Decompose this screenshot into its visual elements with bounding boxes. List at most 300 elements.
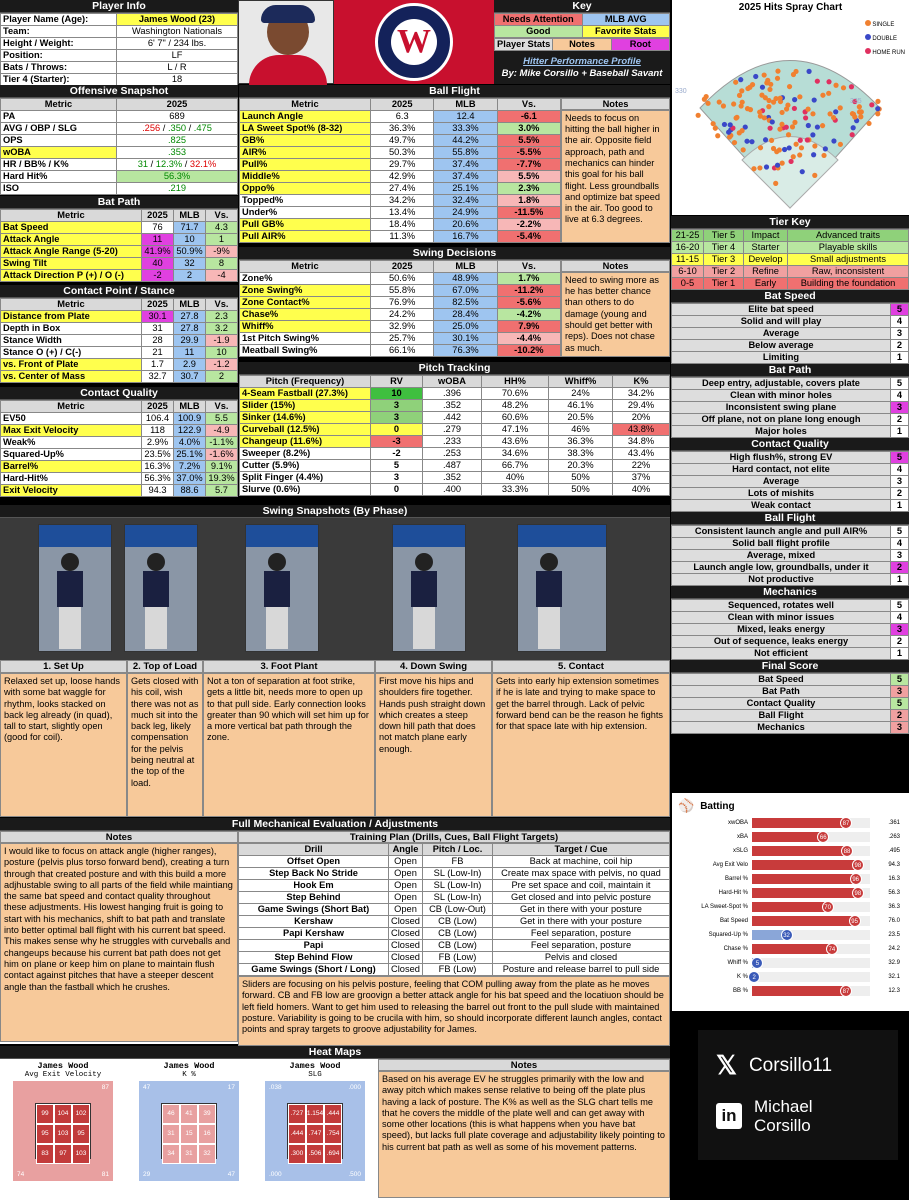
player-info-row-cell: Bats / Throws: <box>1 62 117 74</box>
contact-quality-row-cell: 7.2% <box>174 461 206 473</box>
hit-dot <box>791 154 796 159</box>
grade-row-cell: Lots of mishits <box>672 488 891 500</box>
bat-path-row-cell: 11 <box>142 234 174 246</box>
evaluation-panel <box>0 818 670 1044</box>
percentile-dot: 2 <box>748 971 760 983</box>
batting-title: Batting <box>700 800 735 812</box>
pitch-row-cell: 3 <box>371 412 423 424</box>
percentile-track <box>752 818 870 828</box>
bp-h0: Metric <box>1 210 142 222</box>
grade-row <box>672 500 909 512</box>
player-info-panel <box>0 0 238 84</box>
tier-row-cell: Develop <box>744 254 788 266</box>
ball-flight-row-cell: 20.6% <box>434 219 497 231</box>
grade-row-cell: 3 <box>891 328 909 340</box>
heatmap-outer-value: .038 <box>269 1084 282 1091</box>
hit-dot <box>731 101 736 106</box>
cp-h3: Vs. <box>206 299 238 311</box>
grade-row-cell: 5 <box>891 452 909 464</box>
phase-text: Gets closed with his coil, wish there was not as much sit into the back leg, likely compensation for the pelvis being neutral at the top of the load. <box>127 673 203 817</box>
bat-path-row-cell: -4 <box>206 270 238 282</box>
hit-dot <box>757 165 762 170</box>
batting-value: 36.3 <box>888 904 900 910</box>
profile-byline: By: Mike Corsillo + Baseball Savant <box>501 68 663 79</box>
x-handle[interactable]: Corsillo11 <box>748 1054 833 1076</box>
player-info-row <box>1 74 238 86</box>
ball-flight-row-cell: Pull AIR% <box>240 231 371 243</box>
heatmap-metric: SLG <box>308 1071 322 1079</box>
heatmap-cell: 103 <box>54 1124 72 1144</box>
heatmap-cell: .747 <box>306 1124 324 1144</box>
pitch-row-cell: 0 <box>371 484 423 496</box>
ball-flight-row-cell: 18.4% <box>371 219 434 231</box>
grade-row-cell: 3 <box>891 402 909 414</box>
offensive-row-cell: .219 <box>117 183 238 195</box>
grade-row-cell: 2 <box>891 488 909 500</box>
grade-row <box>672 414 909 426</box>
heatmap-cell: 31 <box>162 1124 180 1144</box>
ball-flight-row-cell: Oppo% <box>240 183 371 195</box>
contact-quality-row <box>1 473 238 485</box>
grade-row-cell: Below average <box>672 340 891 352</box>
hit-dot <box>811 152 816 157</box>
player-info-row-cell: Player Name (Age): <box>1 14 117 26</box>
pt-h3: HH% <box>482 376 549 388</box>
heatmap-name: James Wood <box>37 1061 89 1071</box>
grade-row <box>672 636 909 648</box>
phase-column <box>375 660 492 817</box>
grade-row-cell: 1 <box>891 574 909 586</box>
ball-flight-row-cell: Topped% <box>240 195 371 207</box>
cp-h1: 2025 <box>142 299 174 311</box>
hit-dot <box>794 142 799 147</box>
plan-row-cell: Papi Kershaw <box>239 928 389 940</box>
grade-row-cell: 2 <box>891 340 909 352</box>
plan-row <box>239 928 670 940</box>
contact-point-row-cell: vs. Center of Mass <box>1 371 142 383</box>
contact-quality-row <box>1 413 238 425</box>
tier-row-cell: 11-15 <box>672 254 704 266</box>
heatmap-grid <box>139 1081 239 1181</box>
phase-column <box>127 660 203 817</box>
cp-h2: MLB <box>174 299 206 311</box>
hit-dot <box>869 102 874 107</box>
hit-dot <box>859 109 864 114</box>
pitch-row-cell: .396 <box>423 388 482 400</box>
heatmap-cell: .300 <box>288 1144 306 1164</box>
tier-row-cell: Tier 3 <box>704 254 744 266</box>
pitch-row-cell: -3 <box>371 436 423 448</box>
plan-row <box>239 892 670 904</box>
bat-path-row-cell: 71.7 <box>174 222 206 234</box>
swing-decision-row-cell: Chase% <box>240 309 371 321</box>
ball-flight-row-cell: LA Sweet Spot% (8-32) <box>240 123 371 135</box>
tier-row-cell: Refine <box>744 266 788 278</box>
batting-value: 24.2 <box>888 946 900 952</box>
percentile-track <box>752 930 870 940</box>
swing-decision-row-cell: 7.9% <box>497 321 560 333</box>
heatmap-outer-value: 29 <box>143 1171 151 1178</box>
tier-key-title: Tier Key <box>671 216 909 229</box>
plan-row-cell: Offset Open <box>239 856 389 868</box>
heatmaps-title: Heat Maps <box>0 1046 670 1059</box>
pitch-row-cell: 48.2% <box>482 400 549 412</box>
grade-row <box>672 352 909 364</box>
percentile-dot: 88 <box>841 845 853 857</box>
plan-row <box>239 916 670 928</box>
plan-row <box>239 904 670 916</box>
hit-dot <box>798 138 803 143</box>
ball-flight-row-cell: 42.9% <box>371 171 434 183</box>
heatmap-outer-value: .000 <box>269 1171 282 1178</box>
final-score-row <box>672 710 909 722</box>
heatmap-cell: 41 <box>180 1104 198 1124</box>
grade-row-cell: 1 <box>891 648 909 660</box>
ball-flight-row-cell: GB% <box>240 135 371 147</box>
bat-path-row-cell: 40 <box>142 258 174 270</box>
percentile-bar <box>752 944 832 954</box>
heatmap-cell: 16 <box>198 1124 216 1144</box>
batting-value: .361 <box>888 820 900 826</box>
ball-flight-row-cell: 29.7% <box>371 159 434 171</box>
contact-point-row-cell: 2 <box>206 371 238 383</box>
slg-value: .475 <box>193 123 212 133</box>
contact-point-row-cell: 2.3 <box>206 311 238 323</box>
heatmap-notes: Based on his average EV he struggles primarily with the low and away pitch which makes sense relative to being off the plate plus having a lack of posture. The K% as well as the SLG chart tells me that he covers the middle of the plate well and can get away with some other locations (this is what happens when you have bat speed), but lacks full plate coverage and adjustability likely pointing to his current bat path as well as some of his movement patterns. <box>378 1071 670 1198</box>
heatmap <box>133 1061 245 1198</box>
contact-point-row-cell: 28 <box>142 335 174 347</box>
offensive-row-cell: .353 <box>117 147 238 159</box>
plan-title: Training Plan (Drills, Cues, Ball Flight Targets) <box>238 831 670 843</box>
offensive-row-cell: Hard Hit% <box>1 171 117 183</box>
ball-flight-row-cell: 44.2% <box>434 135 497 147</box>
player-info-row-cell: Team: <box>1 26 117 38</box>
hit-dot <box>782 147 787 152</box>
tier-row-cell: 16-20 <box>672 242 704 254</box>
hit-dot <box>815 79 820 84</box>
grade-row-cell: Average, mixed <box>672 550 891 562</box>
pitch-row <box>240 388 670 400</box>
pitch-row-cell: .487 <box>423 460 482 472</box>
linkedin-icon: in <box>716 1103 742 1129</box>
player-info-row <box>1 26 238 38</box>
hit-dot <box>758 145 763 150</box>
contact-quality-row-cell: Squared-Up% <box>1 449 142 461</box>
grade-row-cell: Weak contact <box>672 500 891 512</box>
ball-flight-row-cell: -5.5% <box>497 147 560 159</box>
bat-path-row-cell: 10 <box>174 234 206 246</box>
team-logo <box>334 0 494 84</box>
player-info-row-cell: Washington Nationals <box>117 26 238 38</box>
heatmap-outer-value: .000 <box>348 1084 361 1091</box>
hit-dot <box>800 169 805 174</box>
plan-row-cell: Step Behind <box>239 892 389 904</box>
batting-value: 32.9 <box>888 960 900 966</box>
bf-h0: Metric <box>240 99 371 111</box>
avg-value: .256 <box>142 123 161 133</box>
pitch-row-cell: 37% <box>613 472 670 484</box>
ball-flight-row-cell: 37.4% <box>434 171 497 183</box>
heatmap-cell: 99 <box>36 1104 54 1124</box>
plan-row-cell: Closed <box>389 952 423 964</box>
contact-quality-title: Contact Quality <box>0 387 238 400</box>
swing-decision-row-cell: 67.0% <box>434 285 497 297</box>
hit-dot <box>748 107 753 112</box>
bat-path-row-cell: 8 <box>206 258 238 270</box>
ball-flight-row-cell: 33.3% <box>434 123 497 135</box>
heatmap-cell: 102 <box>72 1104 90 1124</box>
sd-h0: Metric <box>240 261 371 273</box>
hit-dot <box>826 79 831 84</box>
key-mlb-avg: MLB AVG <box>582 14 670 26</box>
pitch-row-cell: 3 <box>371 400 423 412</box>
grade-row-cell: Off plane, not on plane long enough <box>672 414 891 426</box>
contact-point-row-cell: Depth in Box <box>1 323 142 335</box>
batting-value: 76.0 <box>888 918 900 924</box>
heatmap-cell: 32 <box>198 1144 216 1164</box>
contact-quality-row-cell: 106.4 <box>142 413 174 425</box>
pitch-row <box>240 484 670 496</box>
ball-flight-row-cell: 6.3 <box>371 111 434 123</box>
hit-dot <box>790 124 795 129</box>
percentile-track <box>752 944 870 954</box>
percentile-track <box>752 986 870 996</box>
bat-path-row-cell: Attack Direction P (+) / O (-) <box>1 270 142 282</box>
grade-row-cell: 4 <box>891 538 909 550</box>
hit-dot <box>833 109 838 114</box>
ball-flight-row <box>240 123 561 135</box>
grade-row-cell: 5 <box>891 378 909 390</box>
tier-row <box>672 266 909 278</box>
ball-flight-row-cell: -5.4% <box>497 231 560 243</box>
ball-flight-row-cell: Launch Angle <box>240 111 371 123</box>
pitch-row <box>240 436 670 448</box>
pitch-row-cell: 50% <box>549 472 613 484</box>
pitch-row-cell: 34.2% <box>613 388 670 400</box>
pitch-row-cell: 40% <box>613 484 670 496</box>
batting-label: Avg Exit Velo <box>712 862 748 868</box>
batting-row <box>676 844 905 858</box>
hit-dot <box>821 153 826 158</box>
plan-row-cell: Open <box>389 880 423 892</box>
grade-row <box>672 378 909 390</box>
bat-path-row-cell: Attack Angle Range (5-20) <box>1 246 142 258</box>
hit-dot <box>766 104 771 109</box>
ball-flight-row <box>240 183 561 195</box>
percentile-dot: 32 <box>781 929 793 941</box>
contact-point-row-cell: 29.9 <box>174 335 206 347</box>
batting-row <box>676 928 905 942</box>
contact-point-row-cell: 30.7 <box>174 371 206 383</box>
heat-maps-panel <box>0 1046 670 1200</box>
swing-snapshots <box>0 505 670 817</box>
key-panel <box>494 0 670 84</box>
tier-row-cell: Advanced traits <box>788 230 909 242</box>
legend-single: SINGLE <box>872 22 895 28</box>
contact-quality-row-cell: 118 <box>142 425 174 437</box>
pitch-row-cell: 38.3% <box>549 448 613 460</box>
percentile-dot: 66 <box>817 831 829 843</box>
batting-label: Chase % <box>723 946 748 952</box>
grade-title: Contact Quality <box>671 438 909 451</box>
percentile-bar <box>752 846 847 856</box>
ball-flight-row-cell: 2.3% <box>497 183 560 195</box>
hit-dot <box>733 80 738 85</box>
batting-value: 56.3 <box>888 890 900 896</box>
phase-text: First move his hips and shoulders fire together. Hands push straight down which creates a steep down hill path that does not match plane early enough. <box>375 673 492 817</box>
hit-dot <box>753 74 758 79</box>
final-score-row-cell: Bat Speed <box>672 674 891 686</box>
ball-flight-row <box>240 231 561 243</box>
tier-row-cell: Tier 2 <box>704 266 744 278</box>
ball-flight-row-cell: -7.7% <box>497 159 560 171</box>
hit-dot <box>702 97 707 102</box>
plan-row-cell: Open <box>389 904 423 916</box>
plan-row-cell: Back at machine, coil hip <box>493 856 670 868</box>
batting-value: .495 <box>888 848 900 854</box>
swing-decision-row-cell: 76.9% <box>371 297 434 309</box>
grade-row-cell: Consistent launch angle and pull AIR% <box>672 526 891 538</box>
hit-dot <box>717 99 722 104</box>
ball-flight-row-cell: 37.4% <box>434 159 497 171</box>
percentile-dot: 87 <box>840 817 852 829</box>
ball-flight-row-cell: 50.3% <box>371 147 434 159</box>
plan-row-cell: Pre set space and coil, maintain it <box>493 880 670 892</box>
swing-decision-row <box>240 273 561 285</box>
pitch-row-cell: 66.7% <box>482 460 549 472</box>
grade-row-cell: 2 <box>891 636 909 648</box>
offensive-row <box>1 147 238 159</box>
grade-row-cell: Not efficient <box>672 648 891 660</box>
phase-column <box>203 660 375 817</box>
hit-dot <box>711 121 716 126</box>
key-root: Root <box>611 39 669 51</box>
grade-row-cell: Launch angle low, groundballs, under it <box>672 562 891 574</box>
final-score-row <box>672 722 909 734</box>
sd-h3: Vs. <box>497 261 560 273</box>
contact-point-row-cell: 11 <box>174 347 206 359</box>
plan-row-cell: Closed <box>389 916 423 928</box>
grade-row <box>672 612 909 624</box>
hit-dot <box>785 103 790 108</box>
percentile-dot: 87 <box>840 985 852 997</box>
hit-dot <box>764 80 769 85</box>
ball-flight-row-cell: 13.4% <box>371 207 434 219</box>
final-score-row-cell: Ball Flight <box>672 710 891 722</box>
grade-title: Bat Speed <box>671 290 909 303</box>
linkedin-name[interactable]: Michael Corsillo <box>754 1097 813 1135</box>
hit-dot <box>784 125 789 130</box>
percentile-dot: 70 <box>822 901 834 913</box>
grade-row-cell: Out of sequence, leaks energy <box>672 636 891 648</box>
pitch-row-cell: 36.3% <box>549 436 613 448</box>
tier-row-cell: Tier 4 <box>704 242 744 254</box>
swing-decision-row-cell: 30.1% <box>434 333 497 345</box>
swing-decision-row-cell: 28.4% <box>434 309 497 321</box>
offensive-title: Offensive Snapshot <box>0 85 238 98</box>
grade-row-cell: 5 <box>891 526 909 538</box>
batting-row <box>676 984 905 998</box>
grade-row-cell: 4 <box>891 612 909 624</box>
hit-dot <box>875 111 880 116</box>
pt-h5: K% <box>613 376 670 388</box>
tier-grades-panel <box>671 216 909 734</box>
batting-row <box>676 914 905 928</box>
batting-label: Hard-Hit % <box>718 890 748 896</box>
swing-decision-row-cell: -5.6% <box>497 297 560 309</box>
team-logo-initial: W <box>391 19 437 65</box>
batting-row <box>676 942 905 956</box>
heatmap-name: James Wood <box>163 1061 215 1071</box>
key-notes: Notes <box>553 39 611 51</box>
plan-h1: Angle <box>389 844 423 856</box>
grade-row-cell: 3 <box>891 550 909 562</box>
hit-dot <box>770 119 775 124</box>
pitch-row-cell: 34.6% <box>482 448 549 460</box>
batting-row <box>676 872 905 886</box>
hit-dot <box>849 84 854 89</box>
heatmap-cell: .444 <box>324 1104 342 1124</box>
contact-point-row-cell: 31 <box>142 323 174 335</box>
heatmap-cell: 95 <box>72 1124 90 1144</box>
tier-row-cell: Tier 1 <box>704 278 744 290</box>
pitch-row-cell: 29.4% <box>613 400 670 412</box>
offensive-row-cell: ISO <box>1 183 117 195</box>
bat-path-row-cell: 32 <box>174 258 206 270</box>
contact-quality-row-cell: 2.9% <box>142 437 174 449</box>
pitch-row-cell: Slurve (0.6%) <box>240 484 371 496</box>
grade-row-cell: High flush%, strong EV <box>672 452 891 464</box>
contact-quality-panel <box>0 387 238 497</box>
grade-row-cell: 3 <box>891 624 909 636</box>
pitch-row-cell: Cutter (5.9%) <box>240 460 371 472</box>
contact-quality-row-cell: 5.7 <box>206 485 238 497</box>
grade-row-cell: 3 <box>891 476 909 488</box>
heatmap-outer-value: 47 <box>227 1171 235 1178</box>
grade-row-cell: 5 <box>891 304 909 316</box>
ball-flight-row-cell: 16.7% <box>434 231 497 243</box>
plan-h0: Drill <box>239 844 389 856</box>
percentile-track <box>752 832 870 842</box>
hit-dot <box>787 84 792 89</box>
bat-path-row <box>1 258 238 270</box>
swing-decision-row-cell: -11.2% <box>497 285 560 297</box>
grade-row-cell: Elite bat speed <box>672 304 891 316</box>
ball-flight-title: Ball Flight <box>239 85 670 98</box>
hit-dot <box>838 105 843 110</box>
off-h-metric: Metric <box>1 99 117 111</box>
hit-dot <box>705 101 710 106</box>
ball-flight-row <box>240 219 561 231</box>
pt-h1: RV <box>371 376 423 388</box>
plan-row-cell: Pelvis and closed <box>493 952 670 964</box>
hit-dot <box>875 99 880 104</box>
hit-dot <box>740 128 745 133</box>
phase-label: 3. Foot Plant <box>203 660 375 673</box>
grade-row-cell: 4 <box>891 464 909 476</box>
pt-h0: Pitch (Frequency) <box>240 376 371 388</box>
final-score-row-cell: 3 <box>891 722 909 734</box>
plan-row-cell: Game Swings (Short / Long) <box>239 964 389 976</box>
heatmap-cell: 39 <box>198 1104 216 1124</box>
plan-row <box>239 880 670 892</box>
contact-point-row-cell: 27.8 <box>174 323 206 335</box>
spray-chart <box>672 0 909 215</box>
percentile-dot: 95 <box>849 915 861 927</box>
hit-dot <box>866 121 871 126</box>
hit-dot <box>766 98 771 103</box>
pitch-row-cell: 47.1% <box>482 424 549 436</box>
